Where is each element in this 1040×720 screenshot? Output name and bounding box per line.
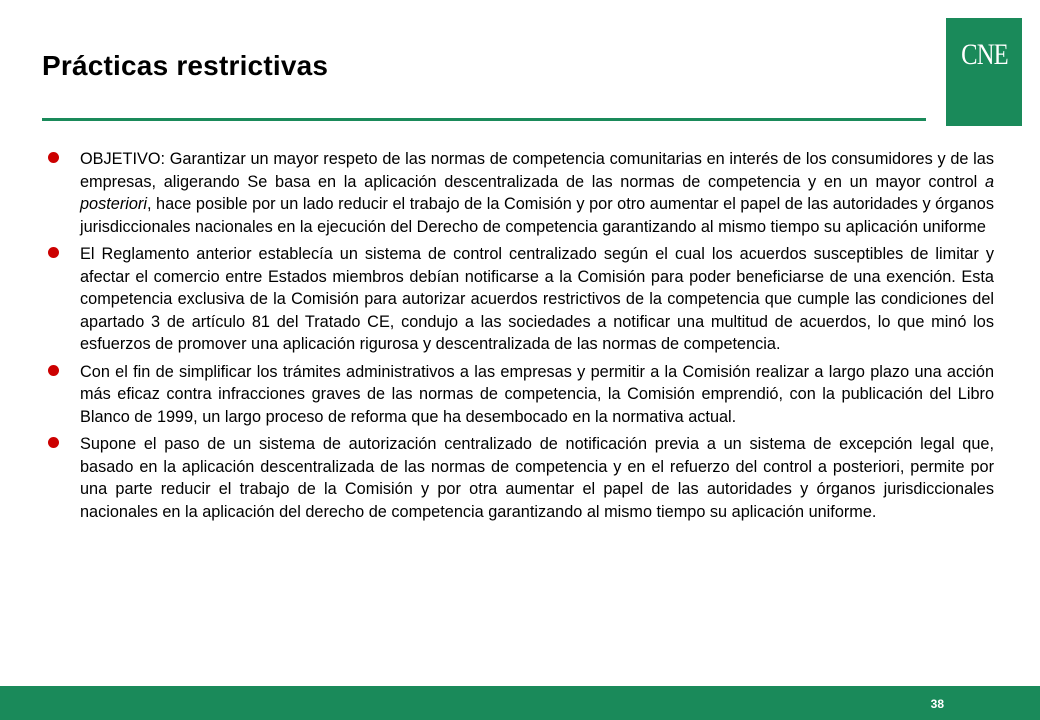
bullet-text: El Reglamento anterior establecía un sistema de control centralizado según el cual los acuerdos susceptibles de limitar y afectar el comercio entre Estados miembros debían notificarse a la Comisión para poder beneficiarse de una exención. Esta competencia exclusiva de la Comisión para autorizar acuerdos restrictivos de la competencia que cumple las condiciones del apartado 3 de artículo 81 del Tratado CE, condujo a las sociedades a notificar una multitud de acuerdos, lo que minó los esfuerzos de promover una aplicación rigurosa y descentralizada de las normas de competencia. [80,245,994,353]
bullet-text-italic: a posteriori [80,172,994,213]
bullet-text [80,148,994,238]
bullet-dot-icon [48,152,59,163]
page-number: 38 [930,697,944,711]
bullet-item [48,148,994,238]
bullet-text: Con el fin de simplificar los trámites administrativos a las empresas y permitir a la Comisión realizar a largo plazo una acción más eficaz contra infracciones graves de las normas de competencia, la Comisión emprendió, con la publicación del Libro Blanco de 1999, un largo proceso de reforma que ha desembocado en la normativa actual. [80,362,994,426]
bullet-dot-icon [48,247,59,258]
bullet-item [48,361,994,429]
bullet-dot-icon [48,437,59,448]
title-underline [42,118,926,121]
logo-text: CNE [960,38,1008,71]
bullet-text-part: , hace posible por un lado reducir el trabajo de la Comisión y por otro aumentar el papel de las autoridades y órganos jurisdiccionales nacionales en la ejecución del Derecho de competencia garantizando al mismo tiempo su aplicación uniforme [80,195,994,236]
bullet-list [48,148,994,528]
footer-bar [0,686,1040,720]
slide-title: Prácticas restrictivas [42,50,329,81]
bullet-item [48,433,994,523]
bullet-dot-icon [48,365,59,376]
bullet-item [48,243,994,356]
bullet-text: Supone el paso de un sistema de autorización centralizado de notificación previa a un sistema de excepción legal que, basado en la aplicación descentralizada de las normas de competencia y en el refuerzo del control a posteriori, permite por una parte reducir el trabajo de la Comisión y por otra aumentar el papel de las autoridades y órganos jurisdiccionales nacionales en la aplicación del derecho de competencia garantizando al mismo tiempo su aplicación uniforme. [80,435,994,521]
bullet-text-part: OBJETIVO: Garantizar un mayor respeto de las normas de competencia comunitarias en interés de los consumidores y de las empresas, aligerando Se basa en la aplicación descentralizada de las normas de competencia y en un mayor control [80,150,994,191]
cne-logo [946,18,1022,126]
